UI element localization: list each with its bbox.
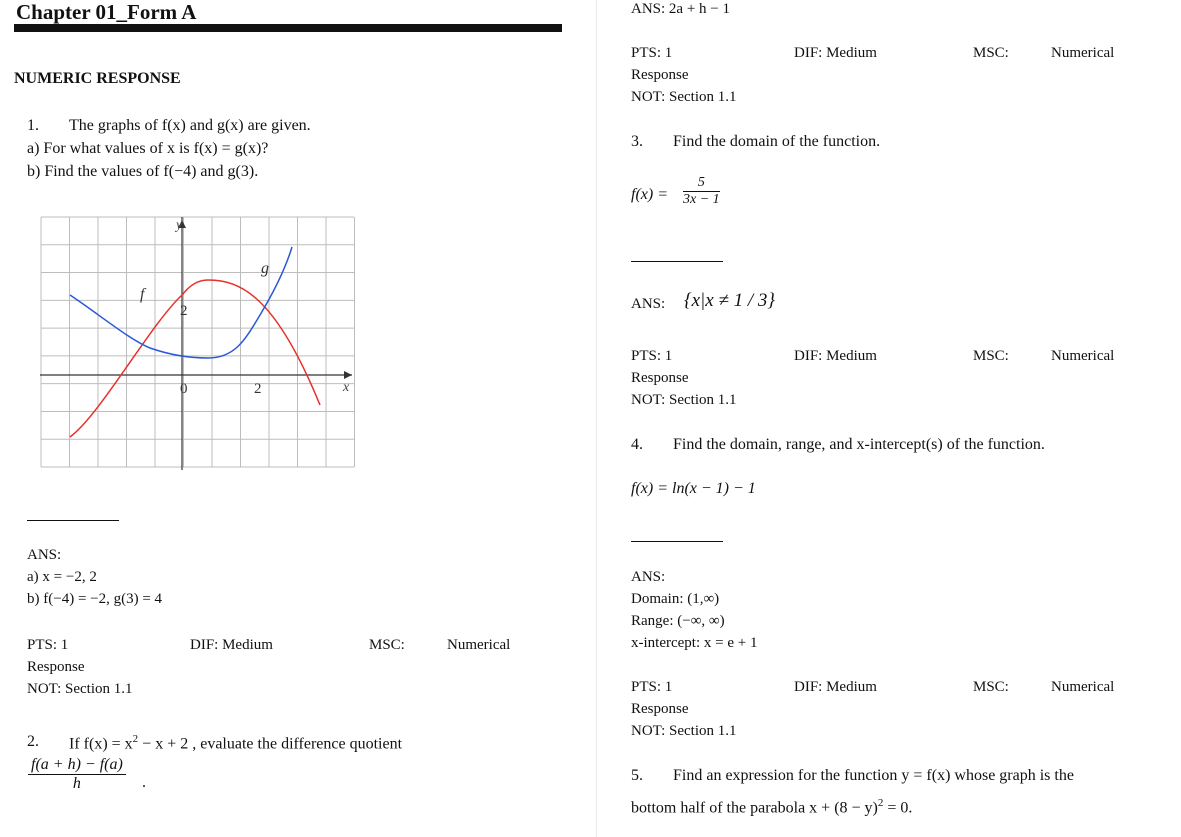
graph-label-f: f	[140, 286, 145, 303]
q1-answer-blank	[27, 520, 119, 521]
q5-text-line2-a: bottom half of the parabola x + (8 − y)	[631, 799, 878, 817]
q3-func-lhs: f(x) =	[631, 186, 668, 203]
q1-ans-b: b) f(−4) = −2, g(3) = 4	[27, 591, 163, 607]
title-rule	[14, 24, 562, 32]
q1-text-line3: b) Find the values of f(−4) and g(3).	[27, 163, 259, 180]
column-divider	[596, 0, 597, 837]
graph-label-y: y	[176, 218, 183, 233]
q3-frac-num: 5	[683, 175, 720, 192]
q4-range: Range: (−∞, ∞)	[631, 613, 725, 629]
q4-answer-blank	[631, 541, 723, 542]
q2-number: 2.	[27, 733, 39, 750]
q3-msc-value: Numerical	[1051, 348, 1115, 364]
graph-tick-2-x: 2	[254, 381, 262, 397]
q2-dif: DIF: Medium	[794, 45, 877, 61]
q1-msc-value: Numerical	[447, 637, 511, 653]
section-title: NUMERIC RESPONSE	[14, 70, 181, 87]
q2-pts: PTS: 1	[631, 45, 673, 61]
page-title: Chapter 01_Form A	[16, 0, 197, 24]
x-axis-arrow-icon	[344, 371, 352, 379]
q3-answer-blank	[631, 261, 723, 262]
q3-response: Response	[631, 370, 689, 386]
q5-number: 5.	[631, 767, 643, 784]
q4-number: 4.	[631, 436, 643, 453]
q5-text-line2-b: = 0.	[883, 799, 913, 817]
q2-msc-label: MSC:	[973, 45, 1009, 61]
q3-ans-label: ANS:	[631, 296, 666, 312]
q4-domain: Domain: (1,∞)	[631, 591, 720, 607]
q3-ans-value: {x|x ≠ 1 / 3}	[684, 290, 775, 311]
graph-grid	[41, 217, 355, 467]
q1-number: 1.	[27, 117, 39, 134]
q4-response: Response	[631, 701, 689, 717]
q1-msc-label: MSC:	[369, 637, 405, 653]
q3-dif: DIF: Medium	[794, 348, 877, 364]
q1-dif: DIF: Medium	[190, 637, 273, 653]
q1-ans-a: a) x = −2, 2	[27, 569, 97, 585]
q2-text-a: If f(x) = x	[69, 735, 133, 753]
graph-label-g: g	[261, 260, 269, 277]
q2-difference-quotient	[28, 756, 126, 793]
q4-text: Find the domain, range, and x-intercept(s) of the function.	[673, 436, 1045, 453]
q4-ans-label: ANS:	[631, 569, 666, 585]
q4-msc-value: Numerical	[1051, 679, 1115, 695]
q2-response: Response	[631, 67, 689, 83]
q4-dif: DIF: Medium	[794, 679, 877, 695]
graph-tick-2-y: 2	[180, 303, 188, 319]
q2-text-b: − x + 2 , evaluate the difference quotient	[138, 735, 403, 753]
q4-msc-label: MSC:	[973, 679, 1009, 695]
q5-text-line2-sup: 2	[877, 797, 884, 809]
q3-msc-label: MSC:	[973, 348, 1009, 364]
curve-f	[70, 280, 320, 437]
q3-frac-den: 3x − 1	[683, 192, 720, 207]
q5-text-line1: Find an expression for the function y = f(x) whose graph is the	[673, 767, 1074, 784]
q3-number: 3.	[631, 133, 643, 150]
graph-tick-0: 0	[180, 381, 188, 397]
q1-text-line1: The graphs of f(x) and g(x) are given.	[69, 117, 311, 134]
q4-not: NOT: Section 1.1	[631, 723, 737, 739]
q3-pts: PTS: 1	[631, 348, 673, 364]
q1-ans-label: ANS:	[27, 547, 62, 563]
q2-frac-num: f(a + h) − f(a)	[28, 756, 126, 775]
q4-x-intercept: x-intercept: x = e + 1	[631, 635, 758, 651]
q1-response: Response	[27, 659, 85, 675]
graph-label-x: x	[343, 380, 350, 395]
q2-ans: ANS: 2a + h − 1	[631, 1, 731, 17]
q1-graph	[40, 215, 355, 470]
q3-text: Find the domain of the function.	[673, 133, 881, 150]
q1-text-line2: a) For what values of x is f(x) = g(x)?	[27, 140, 269, 157]
q1-pts: PTS: 1	[27, 637, 69, 653]
q5-text-line2	[631, 797, 912, 818]
q3-fraction	[683, 175, 720, 208]
q4-func: f(x) = ln(x − 1) − 1	[631, 480, 756, 497]
q2-text-sup: 2	[132, 733, 139, 745]
q1-not: NOT: Section 1.1	[27, 681, 133, 697]
q2-frac-den: h	[72, 775, 81, 792]
q3-not: NOT: Section 1.1	[631, 392, 737, 408]
q2-msc-value: Numerical	[1051, 45, 1115, 61]
q2-not: NOT: Section 1.1	[631, 89, 737, 105]
q4-pts: PTS: 1	[631, 679, 673, 695]
q2-frac-period: .	[142, 774, 146, 791]
q2-text	[69, 733, 402, 754]
